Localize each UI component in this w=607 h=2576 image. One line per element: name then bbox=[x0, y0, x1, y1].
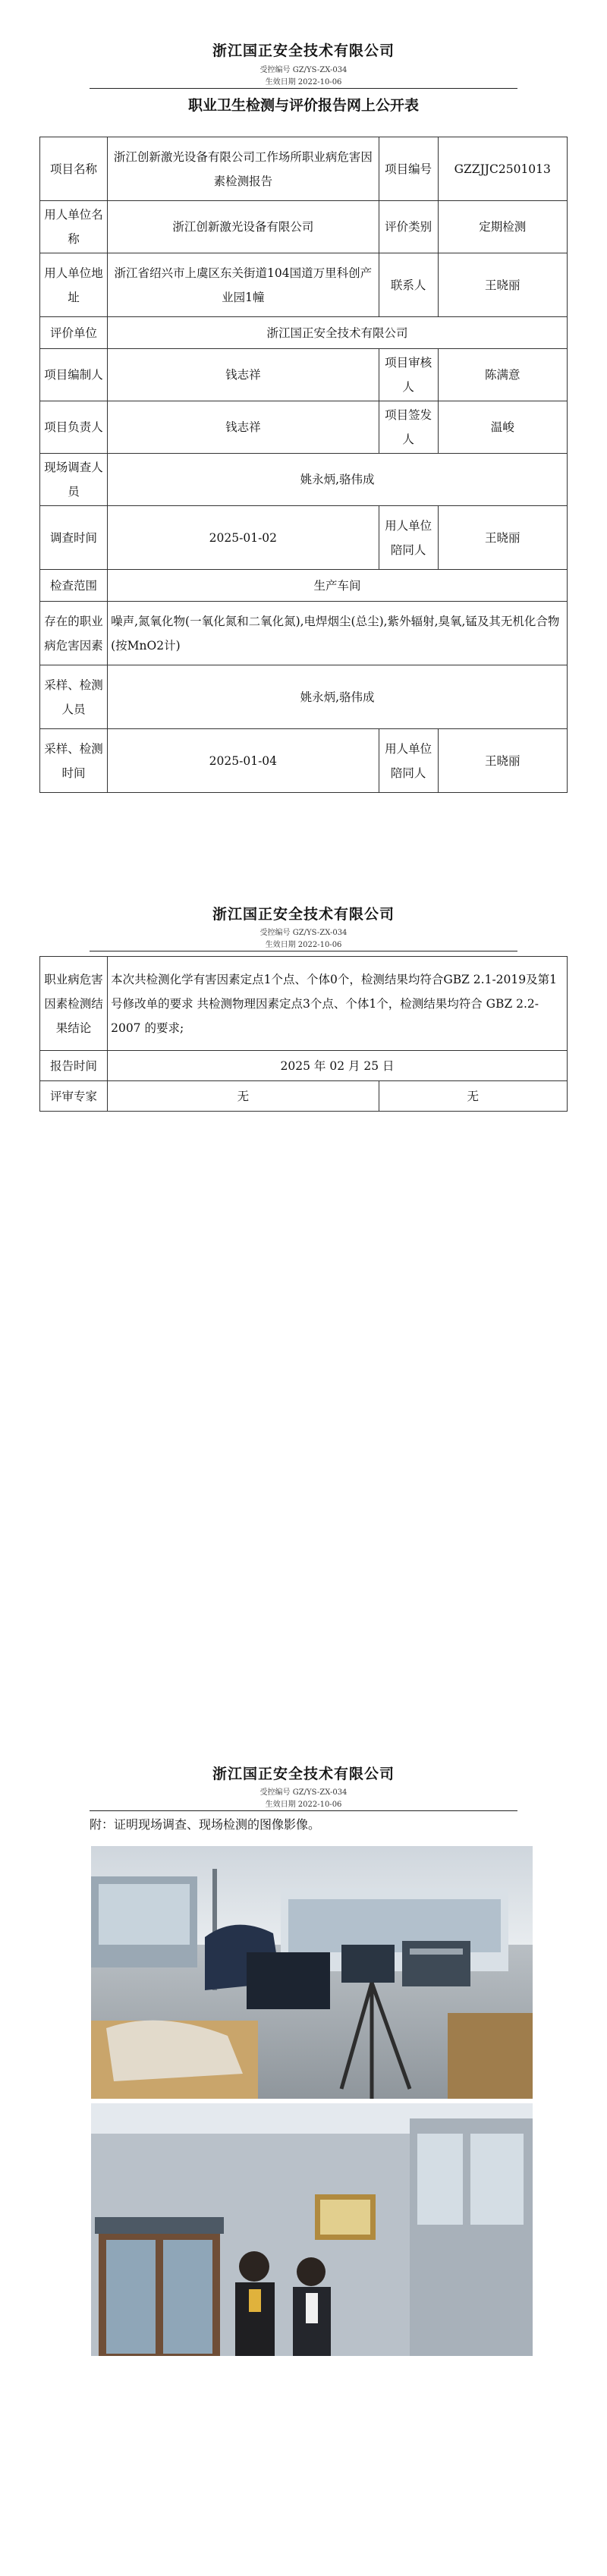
cell-label: 调查时间 bbox=[40, 506, 108, 570]
survey-time: 2025-01-02 bbox=[108, 506, 379, 570]
table-row bbox=[40, 602, 568, 665]
table-row bbox=[40, 253, 568, 317]
inspection-scope: 生产车间 bbox=[108, 570, 568, 602]
project-leader: 钱志祥 bbox=[108, 401, 379, 454]
document-title: 职业卫生检测与评价报告网上公开表 bbox=[187, 97, 419, 114]
cell-label: 评审专家 bbox=[40, 1081, 108, 1112]
cell-label: 现场调查人员 bbox=[40, 454, 108, 506]
table-row bbox=[40, 506, 568, 570]
cell-label: 联系人 bbox=[379, 253, 438, 317]
table-row bbox=[40, 349, 568, 401]
cell-label: 项目审核人 bbox=[379, 349, 438, 401]
issuer: 温峻 bbox=[438, 401, 567, 454]
employer-name: 浙江创新激光设备有限公司 bbox=[108, 201, 379, 253]
detection-conclusion: 本次共检测化学有害因素定点1个点、个体0个，检测结果均符合GBZ 2.1-2019及第1号修改单的要求 共检测物理因素定点3个点、个体1个，检测结果均符合 GBZ 2.2-2007 的要求; bbox=[108, 957, 568, 1051]
cell-label: 存在的职业病危害因素 bbox=[40, 602, 108, 665]
control-number: 受控编号 GZ/YS-ZX-034 bbox=[259, 929, 348, 937]
cell-label: 项目签发人 bbox=[379, 401, 438, 454]
compiler: 钱志祥 bbox=[108, 349, 379, 401]
cell-label: 评价单位 bbox=[40, 317, 108, 349]
contact-person: 王晓丽 bbox=[438, 253, 567, 317]
employer-address: 浙江省绍兴市上虞区东关街道104国道万里科创产业园1幢 bbox=[108, 253, 379, 317]
table-row bbox=[40, 729, 568, 793]
info-table bbox=[39, 137, 568, 793]
cell-label: 用人单位名称 bbox=[40, 201, 108, 253]
effective-date: 生效日期 2022-10-06 bbox=[265, 941, 342, 949]
review-expert: 无 bbox=[108, 1081, 379, 1112]
cell-label: 项目编号 bbox=[379, 137, 438, 201]
cell-label: 检查范围 bbox=[40, 570, 108, 602]
cell-label: 项目名称 bbox=[40, 137, 108, 201]
surveyors: 姚永炳,骆伟成 bbox=[108, 454, 568, 506]
effective-date: 生效日期 2022-10-06 bbox=[265, 78, 342, 86]
evaluation-type: 定期检测 bbox=[438, 201, 567, 253]
project-name: 浙江创新激光设备有限公司工作场所职业病危害因素检测报告 bbox=[108, 137, 379, 201]
conclusion-table bbox=[39, 956, 568, 1112]
project-number: GZZJJC2501013 bbox=[438, 137, 567, 201]
cell-label: 采样、检测时间 bbox=[40, 729, 108, 793]
cell-label: 评价类别 bbox=[379, 201, 438, 253]
cell-label: 用人单位陪同人 bbox=[379, 506, 438, 570]
table-row bbox=[40, 137, 568, 201]
table-row bbox=[40, 401, 568, 454]
company-header: 浙江国正安全技术有限公司 bbox=[212, 42, 395, 59]
cell-label: 用人单位地址 bbox=[40, 253, 108, 317]
detection-equipment-illustration bbox=[91, 1846, 533, 2099]
samplers: 姚永炳,骆伟成 bbox=[108, 665, 568, 729]
accompanying-person-2: 王晓丽 bbox=[438, 729, 567, 793]
table-row bbox=[40, 1051, 568, 1081]
site-detection-photo bbox=[91, 1846, 533, 2099]
table-row bbox=[40, 1081, 568, 1112]
reviewer: 陈满意 bbox=[438, 349, 567, 401]
control-number: 受控编号 GZ/YS-ZX-034 bbox=[259, 1788, 348, 1797]
site-survey-photo bbox=[91, 2103, 533, 2356]
table-row bbox=[40, 957, 568, 1051]
cell-label: 报告时间 bbox=[40, 1051, 108, 1081]
cell-label: 用人单位陪同人 bbox=[379, 729, 438, 793]
table-row bbox=[40, 317, 568, 349]
survey-staff-illustration bbox=[91, 2103, 533, 2356]
table-row bbox=[40, 454, 568, 506]
effective-date: 生效日期 2022-10-06 bbox=[265, 1801, 342, 1809]
control-number: 受控编号 GZ/YS-ZX-034 bbox=[259, 66, 348, 74]
header-rule bbox=[90, 88, 517, 89]
sampling-time: 2025-01-04 bbox=[108, 729, 379, 793]
review-expert-2: 无 bbox=[379, 1081, 567, 1112]
cell-label: 职业病危害因素检测结果结论 bbox=[40, 957, 108, 1051]
table-row bbox=[40, 665, 568, 729]
company-header: 浙江国正安全技术有限公司 bbox=[212, 906, 395, 923]
cell-label: 项目编制人 bbox=[40, 349, 108, 401]
cell-label: 采样、检测人员 bbox=[40, 665, 108, 729]
accompanying-person: 王晓丽 bbox=[438, 506, 567, 570]
cell-label: 项目负责人 bbox=[40, 401, 108, 454]
report-time: 2025 年 02 月 25 日 bbox=[108, 1051, 568, 1081]
header-rule bbox=[90, 1810, 517, 1811]
table-row bbox=[40, 201, 568, 253]
hazard-factors: 噪声,氮氧化物(一氧化氮和二氧化氮),电焊烟尘(总尘),紫外辐射,臭氧,锰及其无机化合物(按MnO2计) bbox=[108, 602, 568, 665]
evaluator: 浙江国正安全技术有限公司 bbox=[108, 317, 568, 349]
annex-caption: 附：证明现场调查、现场检测的图像影像。 bbox=[90, 1817, 321, 1832]
company-header: 浙江国正安全技术有限公司 bbox=[212, 1766, 395, 1782]
table-row bbox=[40, 570, 568, 602]
